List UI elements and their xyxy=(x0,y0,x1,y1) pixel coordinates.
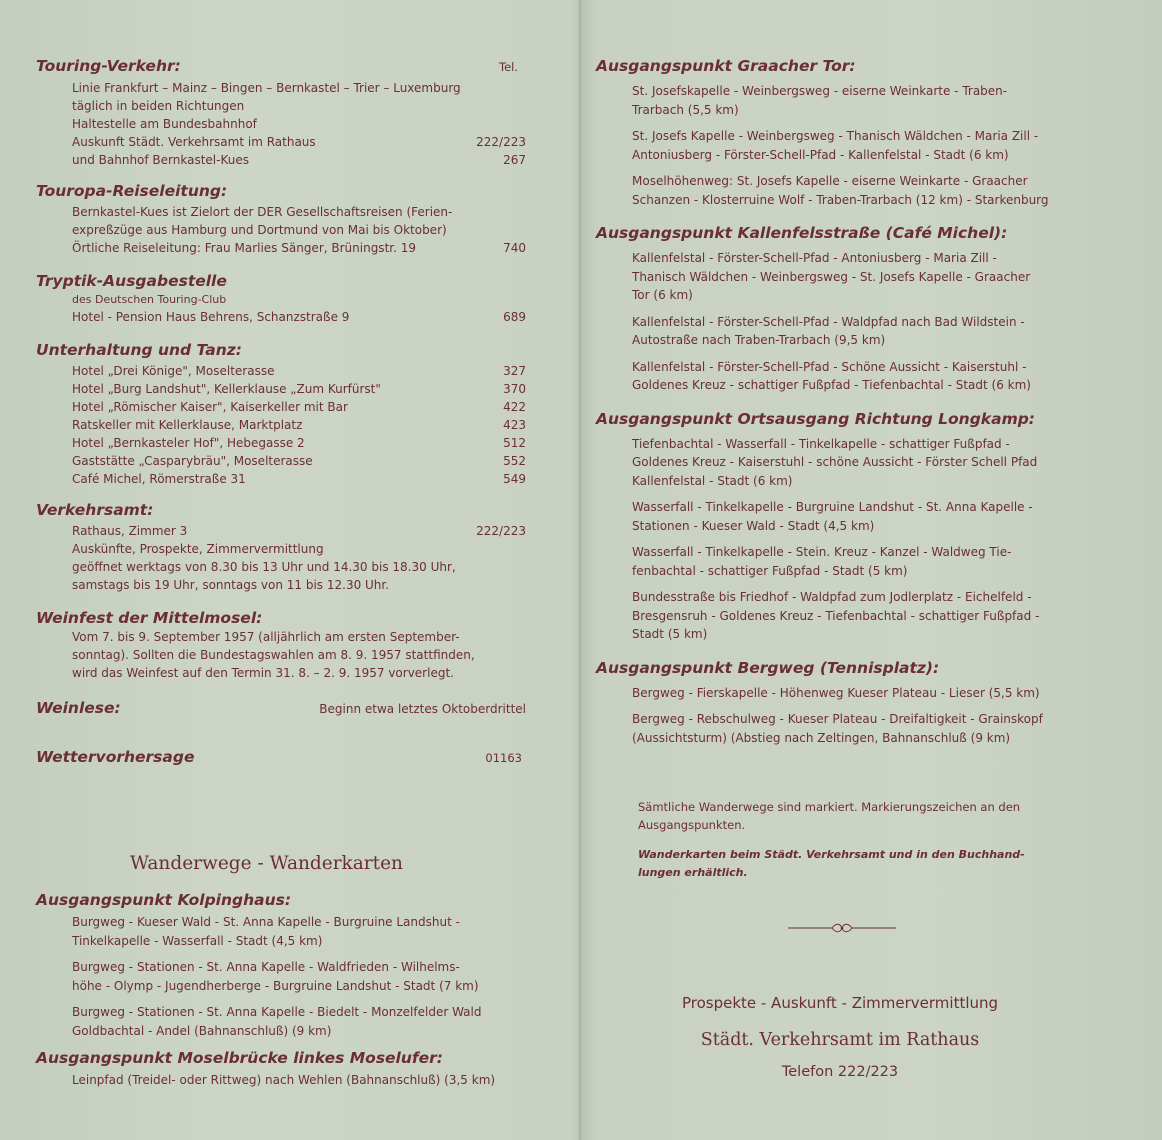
route-line: Goldenes Kreuz - schattiger Fußpfad - Tiefenbachtal - Stadt (6 km) xyxy=(632,378,1031,392)
route-line: Bergweg - Fierskapelle - Höhenweg Kueser Plateau - Lieser (5,5 km) xyxy=(632,685,1040,700)
phone-number: 740 xyxy=(503,241,526,255)
text-line: wird das Weinfest auf den Termin 31. 8. – 2. 9. 1957 vorverlegt. xyxy=(72,666,454,680)
notes xyxy=(596,798,1084,882)
note-markings xyxy=(638,798,1084,834)
section-weinfest xyxy=(36,608,526,682)
left-column-wander xyxy=(36,890,526,1098)
phone-number: 689 xyxy=(503,310,526,324)
tryptik-lines xyxy=(72,308,526,326)
route-item xyxy=(632,127,1084,164)
info-text: samstags bis 19 Uhr, sonntags von 11 bis 12.30 Uhr. xyxy=(72,578,390,592)
heading-tryptik: Tryptik-Ausgabestelle xyxy=(36,272,227,290)
route-line: Kallenfelstal - Förster-Schell-Pfad - Antoniusberg - Maria Zill - xyxy=(632,251,997,265)
route-line: Wasserfall - Tinkelkapelle - Stein. Kreuz - Kanzel - Waldweg Tie- xyxy=(632,545,1012,559)
footer-phone: Telefon 222/223 xyxy=(781,1064,899,1080)
heading-kolping: Ausgangspunkt Kolpinghaus: xyxy=(36,891,292,909)
heading-bergweg: Ausgangspunkt Bergweg (Tennisplatz): xyxy=(596,658,940,677)
heading-moselbruecke: Ausgangspunkt Moselbrücke linkes Moselufer: xyxy=(36,1049,444,1067)
route-item xyxy=(632,358,1084,395)
info-text: Hotel „Bernkasteler Hof", Hebegasse 2 xyxy=(72,436,305,450)
section-wetter xyxy=(36,747,526,768)
weinfest-text xyxy=(72,628,526,682)
route-item xyxy=(632,684,1084,703)
text-line: Sämtliche Wanderwege sind markiert. Markierungszeichen an den xyxy=(638,800,1021,814)
route-line: höhe - Olymp - Jugendherberge - Burgruine Landshut - Stadt (7 km) xyxy=(72,978,479,993)
info-row xyxy=(72,380,526,398)
info-row xyxy=(72,452,526,470)
moselbruecke-routes xyxy=(36,1071,526,1090)
wetter-number: 01163 xyxy=(485,751,522,765)
route-item xyxy=(632,588,1084,644)
route-item xyxy=(632,313,1084,350)
section-unterhaltung xyxy=(36,340,526,488)
info-text: Café Michel, Römerstraße 31 xyxy=(72,472,246,486)
heading-kallenfels: Ausgangspunkt Kallenfelsstraße (Café Michel): xyxy=(596,224,1008,242)
section-moselbruecke xyxy=(36,1048,526,1090)
route-item xyxy=(72,1003,526,1040)
route-item xyxy=(72,1071,526,1090)
info-row xyxy=(72,79,526,97)
info-row xyxy=(72,362,526,380)
route-line: Tinkelkapelle - Wasserfall - Stadt (4,5 km) xyxy=(72,933,323,948)
route-line: Burgweg - Stationen - St. Anna Kapelle - Waldfrieden - Wilhelms- xyxy=(72,960,460,974)
touring-lines xyxy=(72,79,526,169)
heading-longkamp: Ausgangspunkt Ortsausgang Richtung Longkamp: xyxy=(596,409,1036,428)
heading-verkehrsamt: Verkehrsamt: xyxy=(36,501,154,519)
info-text: Gaststätte „Casparybräu", Moselterasse xyxy=(72,454,313,468)
route-line: Antoniusberg - Förster-Schell-Pfad - Kallenfelstal - Stadt (6 km) xyxy=(632,147,1009,162)
section-weinlese xyxy=(36,698,526,719)
heading-unterhaltung: Unterhaltung und Tanz: xyxy=(36,341,242,359)
info-text: Haltestelle am Bundesbahnhof xyxy=(72,117,257,131)
phone-number: 222/223 xyxy=(476,524,526,538)
ornament-divider-icon xyxy=(788,922,896,934)
touropa-lines xyxy=(72,203,526,257)
section-graach xyxy=(596,56,1084,209)
tryptik-sub: des Deutschen Touring-Club xyxy=(72,293,227,306)
info-text: Rathaus, Zimmer 3 xyxy=(72,524,188,538)
heading-wetter: Wettervorhersage xyxy=(36,748,195,766)
section-verkehrsamt xyxy=(36,500,526,594)
route-line: St. Josefs Kapelle - Weinbergsweg - Thanisch Wäldchen - Maria Zill - xyxy=(632,129,1039,143)
route-item xyxy=(632,710,1084,747)
right-column xyxy=(596,56,1084,755)
route-item xyxy=(632,249,1084,305)
phone-number: 370 xyxy=(503,382,526,396)
info-text: Ratskeller mit Kellerklause, Marktplatz xyxy=(72,418,303,432)
route-line: Wasserfall - Tinkelkapelle - Burgruine Landshut - St. Anna Kapelle - xyxy=(632,500,1033,514)
info-text: Auskünfte, Prospekte, Zimmervermittlung xyxy=(72,542,324,556)
phone-number: 549 xyxy=(503,472,526,486)
text-line: Wanderkarten beim Städt. Verkehrsamt und in den Buchhand- xyxy=(638,848,1025,861)
info-row xyxy=(72,416,526,434)
unterhaltung-lines xyxy=(72,362,526,488)
route-line: Tiefenbachtal - Wasserfall - Tinkelkapelle - schattiger Fußpfad - xyxy=(632,436,1010,451)
section-touring xyxy=(36,56,526,169)
bergweg-routes xyxy=(596,684,1084,748)
info-row xyxy=(72,540,526,558)
section-bergweg xyxy=(596,658,1084,748)
info-text: Bernkastel-Kues ist Zielort der DER Gesellschaftsreisen (Ferien- xyxy=(72,205,453,219)
info-row xyxy=(72,221,526,239)
note-maps xyxy=(638,846,1084,882)
text-line: Ausgangspunkten. xyxy=(638,818,746,832)
heading-weinfest: Weinfest der Mittelmosel: xyxy=(36,609,263,627)
info-text: Auskunft Städt. Verkehrsamt im Rathaus xyxy=(72,135,316,149)
route-line: (Aussichtsturm) (Abstieg nach Zeltingen, Bahnanschluß (9 km) xyxy=(632,730,1011,745)
section-kolping xyxy=(36,890,526,1040)
info-row xyxy=(72,398,526,416)
info-row xyxy=(72,133,526,151)
info-text: Hotel „Burg Landshut", Kellerklause „Zum Kurfürst" xyxy=(72,382,381,396)
heading-touropa: Touropa-Reiseleitung: xyxy=(36,182,228,200)
page-fold xyxy=(578,0,582,1140)
phone-number: 222/223 xyxy=(476,135,526,149)
section-touropa xyxy=(36,181,526,257)
info-text: expreßzüge aus Hamburg und Dortmund von Mai bis Oktober) xyxy=(72,223,447,237)
route-item xyxy=(72,958,526,995)
heading-weinlese: Weinlese: xyxy=(36,699,121,717)
heading-graach: Ausgangspunkt Graacher Tor: xyxy=(596,57,856,75)
section-longkamp xyxy=(596,409,1084,644)
text-line: sonntag). Sollten die Bundestagswahlen am 8. 9. 1957 stattfinden, xyxy=(72,648,475,662)
route-line: Schanzen - Klosterruine Wolf - Traben-Trarbach (12 km) - Starkenburg xyxy=(632,192,1049,207)
info-text: Hotel „Römischer Kaiser", Kaiserkeller mit Bar xyxy=(72,400,348,414)
info-text: Örtliche Reiseleitung: Frau Marlies Sänger, Brüningstr. 19 xyxy=(72,241,416,255)
info-row xyxy=(72,434,526,452)
wanderwege-title: Wanderwege - Wanderkarten xyxy=(130,853,403,874)
route-line: Bergweg - Rebschulweg - Kueser Plateau - Dreifaltigkeit - Grainskopf xyxy=(632,712,1043,726)
route-item xyxy=(632,82,1084,119)
info-row xyxy=(72,203,526,221)
info-row xyxy=(72,558,526,576)
route-line: Autostraße nach Traben-Trarbach (9,5 km) xyxy=(632,333,886,347)
route-line: Kallenfelstal - Förster-Schell-Pfad - Schöne Aussicht - Kaiserstuhl - xyxy=(632,359,1027,374)
phone-number: 422 xyxy=(503,400,526,414)
section-kallenfels xyxy=(596,223,1084,395)
text-line: Vom 7. bis 9. September 1957 (alljährlich am ersten September- xyxy=(72,630,460,644)
info-row xyxy=(72,522,526,540)
route-line: Kallenfelstal - Förster-Schell-Pfad - Waldpfad nach Bad Wildstein - xyxy=(632,314,1025,329)
route-line: Leinpfad (Treidel- oder Rittweg) nach Wehlen (Bahnanschluß) (3,5 km) xyxy=(72,1073,496,1087)
left-column xyxy=(36,56,526,768)
heading-touring: Touring-Verkehr: xyxy=(36,57,181,75)
route-line: Bundesstraße bis Friedhof - Waldpfad zum Jodlerplatz - Eichelfeld - xyxy=(632,590,1032,604)
graach-routes xyxy=(596,82,1084,209)
route-line: fenbachtal - schattiger Fußpfad - Stadt (5 km) xyxy=(632,563,908,578)
route-line: St. Josefskapelle - Weinbergsweg - eiserne Weinkarte - Traben- xyxy=(632,84,1008,98)
verkehrsamt-lines xyxy=(72,522,526,594)
info-text: und Bahnhof Bernkastel-Kues xyxy=(72,153,249,167)
route-line: Kallenfelstal - Stadt (6 km) xyxy=(632,473,793,488)
info-row xyxy=(72,151,526,169)
info-row xyxy=(72,115,526,133)
tel-header: Tel. xyxy=(499,60,518,74)
route-line: Moselhöhenweg: St. Josefs Kapelle - eiserne Weinkarte - Graacher xyxy=(632,174,1028,188)
info-row xyxy=(72,308,526,326)
weinlese-text: Beginn etwa letztes Oktoberdrittel xyxy=(319,702,526,716)
info-text: Hotel - Pension Haus Behrens, Schanzstraße 9 xyxy=(72,310,350,324)
kallenfels-routes xyxy=(596,249,1084,395)
phone-number: 552 xyxy=(503,454,526,468)
section-tryptik xyxy=(36,271,526,326)
longkamp-routes xyxy=(596,435,1084,644)
phone-number: 423 xyxy=(503,418,526,432)
info-row xyxy=(72,576,526,594)
route-line: Goldbachtal - Andel (Bahnanschluß) (9 km) xyxy=(72,1023,332,1038)
route-line: Stationen - Kueser Wald - Stadt (4,5 km) xyxy=(632,518,875,533)
route-line: Bresgensruh - Goldenes Kreuz - Tiefenbachtal - schattiger Fußpfad - xyxy=(632,608,1040,623)
text-line: lungen erhältlich. xyxy=(638,866,748,879)
info-text: Hotel „Drei Könige", Moselterasse xyxy=(72,364,275,378)
kolping-routes xyxy=(36,913,526,1040)
footer-services: Prospekte - Auskunft - Zimmervermittlung xyxy=(681,994,999,1012)
route-item xyxy=(632,543,1084,580)
route-line: Stadt (5 km) xyxy=(632,627,708,641)
route-line: Tor (6 km) xyxy=(632,288,693,302)
info-row xyxy=(72,239,526,257)
route-item xyxy=(72,913,526,950)
route-line: Goldenes Kreuz - Kaiserstuhl - schöne Aussicht - Förster Schell Pfad xyxy=(632,455,1038,469)
route-item xyxy=(632,172,1084,209)
phone-number: 327 xyxy=(503,364,526,378)
phone-number: 512 xyxy=(503,436,526,450)
info-text: geöffnet werktags von 8.30 bis 13 Uhr und 14.30 bis 18.30 Uhr, xyxy=(72,560,456,574)
footer-office: Städt. Verkehrsamt im Rathaus xyxy=(700,1030,980,1050)
route-line: Burgweg - Kueser Wald - St. Anna Kapelle - Burgruine Landshut - xyxy=(72,915,460,929)
route-item xyxy=(632,435,1084,491)
route-line: Trarbach (5,5 km) xyxy=(632,102,739,117)
info-row xyxy=(72,97,526,115)
info-row xyxy=(72,470,526,488)
route-item xyxy=(632,498,1084,535)
info-text: täglich in beiden Richtungen xyxy=(72,99,245,113)
info-text: Linie Frankfurt – Mainz – Bingen – Bernkastel – Trier – Luxemburg xyxy=(72,81,461,95)
route-line: Burgweg - Stationen - St. Anna Kapelle - Biedelt - Monzelfelder Wald xyxy=(72,1005,482,1019)
route-line: Thanisch Wäldchen - Weinbergsweg - St. Josefs Kapelle - Graacher xyxy=(632,269,1031,284)
phone-number: 267 xyxy=(503,153,526,167)
